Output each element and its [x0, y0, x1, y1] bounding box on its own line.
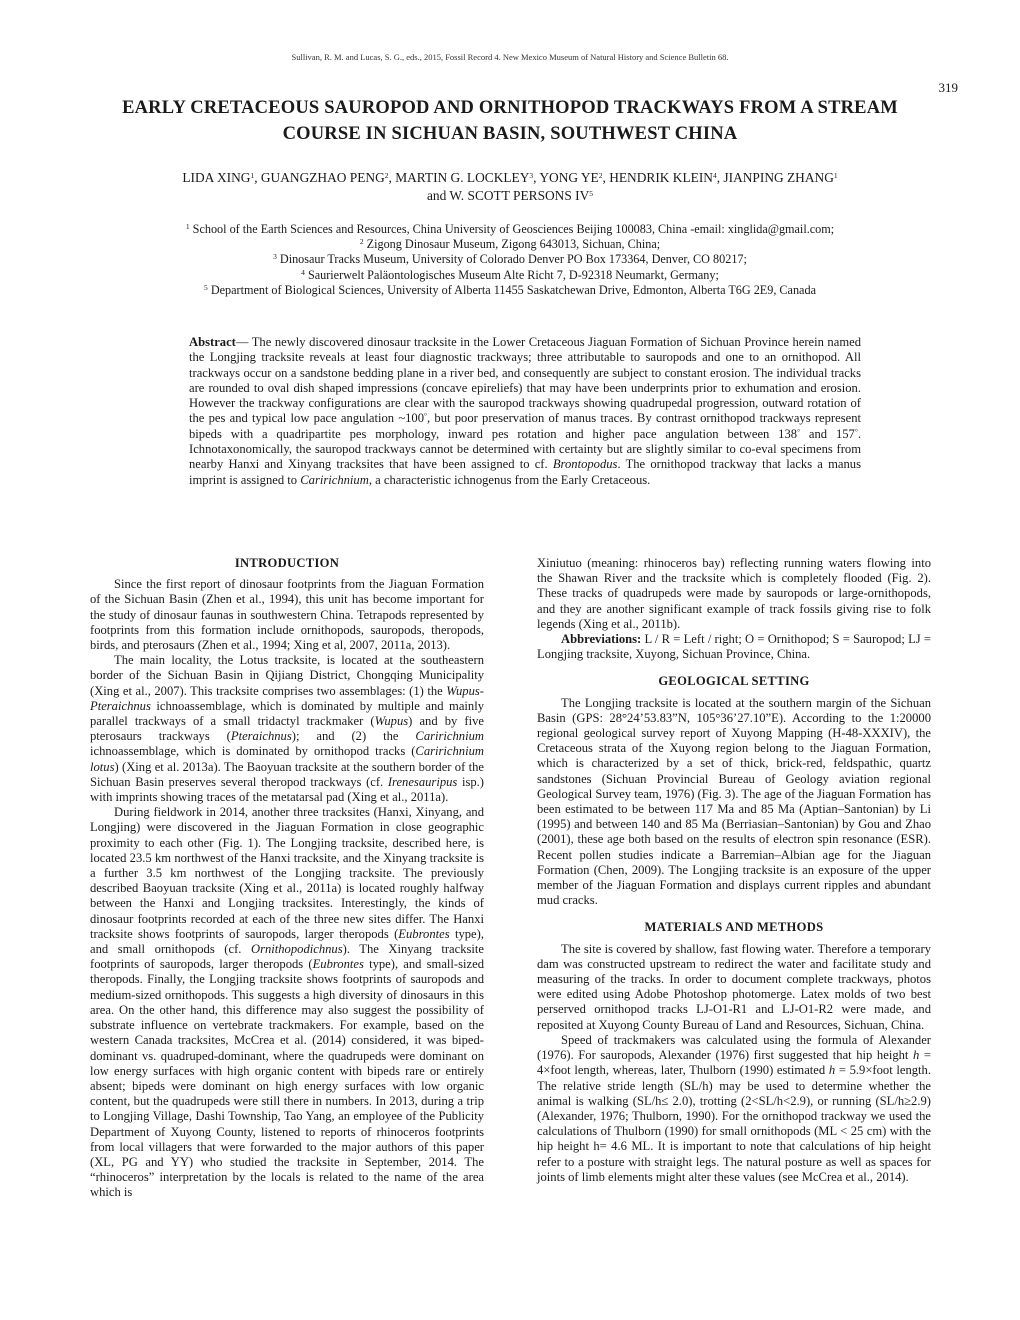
author-affil-sup: 1: [250, 171, 255, 180]
author-affil-sup: 2: [384, 171, 389, 180]
abstract-text: , but poor preservation of manus traces. By contrast ornithopod trackways represent bipeds with a quadripartite pes morphology, inward pes rotation and higher pace angulation between 138: [189, 411, 861, 441]
affiliation-4: [80, 268, 940, 283]
author-line-2: [90, 187, 930, 205]
text-run: ichnoassemblage, which is dominated by multiple and mainly parallel trackways of a small tridactyl trackmaker (: [90, 698, 484, 729]
text-run: The main locality, the Lotus tracksite, is located at the southeastern border of the Sichuan Basin in Qijiang District, Chongqing Municipality (Xing et al., 2007). This tracksite comprises two assemblages: (1) the: [90, 653, 484, 698]
abstract: [189, 335, 861, 488]
text-run: ). The Xinyang tracksite footprints of sauropods, larger theropods (: [90, 942, 484, 972]
intro-continuation: Xiniutuo (meaning: rhinoceros bay) reflecting running waters flowing into the Shawan River and the tracksite which is completely flooded (Fig. 2). These tracks of quadrupeds were made by sauropods or large-ornithopods, and they are another significant example of track fossils giving rise to folk legends (Xing et al., 2011b).: [537, 556, 931, 631]
text-run: = 5.9×foot length. The relative stride length (SL/h) may be used to determine whether the animal is walking (SL/h≤ 2.0), trotting (2<SL/h<2.9), or running (SL/h≥2.9) (Alexander, 1976; Thulborn, 1990). For the ornithopod trackway we used the calculations of Thulborn (1990) for small ornithopods (ML < 25 cm) with the hip height h= 4.6 ML. It is important to note that calculations of hip height refer to a posture with straight legs. The natural posture as well as spaces for joints of limb elements might alter these values (see McCrea et al., 2014).: [537, 1063, 932, 1184]
text-run: ichnoassemblage, which is dominated by ornithopod tracks (: [90, 744, 416, 759]
author-name: , JIANPING ZHANG: [716, 170, 834, 185]
taxon-name: Pteraichnus: [230, 729, 292, 744]
taxon-name: Wupus: [374, 714, 409, 729]
author-affil-sup: 4: [712, 171, 717, 180]
author-affil-sup: 5: [589, 189, 594, 198]
taxon-name: Caririchnium lotus: [90, 744, 484, 774]
affiliation-sup: 1: [185, 222, 190, 231]
abstract-text: and 157: [800, 426, 855, 441]
affiliation-text: Department of Biological Sciences, University of Alberta 11455 Saskatchewan Drive, Edmonton, Alberta T6G 2E9, Canada: [210, 282, 816, 297]
abstract-text: . The ornithopod trackway that lacks a manus imprint is assigned to: [189, 457, 861, 487]
affiliation-text: Saurierwelt Paläontologisches Museum Alte Richt 7, D-92318 Neumarkt, Germany;: [307, 267, 719, 282]
right-column: [537, 556, 931, 1185]
mm-paragraph-2: [537, 1033, 931, 1185]
text-run: type), and small ornithopods (cf.: [90, 926, 484, 957]
affiliation-5: [80, 283, 940, 298]
section-gap: [537, 908, 931, 920]
text-run: ) (Xing et al. 2013a). The Baoyuan tracksite at the southern border of the Sichuan Basin preserves several theropod trackways (cf.: [90, 759, 484, 789]
page-number: 319: [938, 80, 958, 95]
affiliation-1: [80, 222, 940, 237]
affiliations: [80, 222, 940, 298]
affiliation-sup: 4: [301, 267, 305, 277]
taxon-name: Caririchnium: [300, 472, 369, 487]
geo-paragraph: The Longjing tracksite is located at the southern margin of the Sichuan Basin (GPS: 28°24’53.83”N, 105°36’27.10”E). According to the 1:20000 regional geological survey report of Xuyong Mapping (H-48-XXXIV), the Cretaceous strata of the Xuyong region belong to the Jiaguan Formation, which is characterized by a set of thick, brick-red, feldspathic, quartz sandstones (Sichuan Provincial Bureau of Geology aviation regional Geological Survey team, 1976) (Fig. 3). The age of the Jiaguan Formation has been estimated to be between 117 Ma and 85 Ma (Aptian–Santonian) by Li (1995) and between 140 and 85 Ma (Berriasian–Santonian) by Gou and Zhao (2001), these age both based on the results of electron spin resonance (ESR). Recent pollen studies indicate a Barremian–Albian age for the Jiaguan Formation (Chen, 2009). The Longjing tracksite is an exposure of the upper member of the Jiaguan Formation and displays current ripples and abundant mud cracks.: [537, 695, 931, 908]
affiliation-sup: 2: [359, 237, 364, 247]
affiliation-2: [80, 237, 940, 252]
text-run: ) and by five pterosaurs trackways (: [90, 714, 484, 744]
abstract-text: . Ichnotaxonomically, the sauropod trackways cannot be determined with certainty but are slightly similar to co-eval specimens from nearby Hanxi and Xinyang tracksites that have been assigned to cf.: [189, 426, 861, 472]
taxon-name: Caririchnium: [415, 729, 484, 744]
materials-methods-heading: MATERIALS AND METHODS: [644, 920, 824, 935]
affiliation-sup: 3: [273, 252, 277, 262]
variable: h: [913, 1048, 920, 1063]
intro-paragraph-3: [90, 805, 484, 1200]
abstract-text: , a characteristic ichnogenus from the Early Cretaceous.: [368, 472, 651, 487]
mm-paragraph-1: The site is covered by shallow, fast flowing water. Therefore a temporary dam was constructed upstream to redirect the water and facilitate study and measuring of the tracks. In order to document complete trackways, photos were edited using Adobe Photoshop photomerge. Latex molds of two best perserved ornithopod tracks LJ-O1-R1 and LJ-O1-R2 were made, and reposited at Xuyong County Bureau of Land and Resources, Sichuan, China.: [537, 941, 931, 1032]
affiliation-sup: 5: [204, 282, 208, 292]
author-name: LIDA XING: [182, 170, 251, 185]
left-column: [90, 556, 484, 1201]
text-run: During fieldwork in 2014, another three tracksites (Hanxi, Xinyang, and Longjing) were discovered in the Jiaguan Formation in close geographic proximity to each other (Fig. 1). The Longjing tracksite, described here, is located 23.5 km northwest of the Hanxi tracksite, and the Xinyang tracksite is a further 3.5 km northwest of the Longjing tracksite. The previously described Baoyuan tracksite (Xing et al., 2011a) is located roughly halfway between the Hanxi and Longjing tracksites. Interestingly, the kinds of dinosaur footprints recorded at each of the three new sites differ. The Hanxi tracksite shows footprints of sauropods, larger theropods (: [90, 805, 484, 941]
abbreviations-text: L / R = Left / right; O = Ornithopod; S = Sauropod; LJ = Longjing tracksite, Xuyong, Sichuan Province, China.: [537, 632, 931, 662]
intro-paragraph-1: Since the first report of dinosaur footprints from the Jiaguan Formation of the Sichuan Basin (Zhen et al., 1994), this unit has become important for the study of dinosaur faunas in southwestern China. Tetrapods represented by footprints from this formation include ornithopods, sauropods, theropods, birds, and pterosaurs (Zhen et al., 1994; Xing et al, 2007, 2011a, 2013).: [90, 577, 484, 653]
taxon-name: Eubrontes: [312, 957, 364, 972]
affiliation-text: Dinosaur Tracks Museum, University of Colorado Denver PO Box 173364, Denver, CO 80217;: [279, 252, 747, 267]
author-name: and W. SCOTT PERSONS IV: [426, 188, 590, 203]
degree-sign: °: [854, 426, 858, 436]
abstract-text: — The newly discovered dinosaur tracksite in the Lower Cretaceous Jiaguan Formation of Sichuan Province herein named the Longjing tracksite reveals at least four diagnostic trackways; three attributable to sauropods and one to an ornithopod. All trackways occur on a sandstone bedding plane in a river bed, and consequently are subject to constant erosion. The individual tracks are rounded to oval dish shaped impressions (concave epireliefs) that may have been underprints prior to exhumation and erosion. However the trackway configurations are clear with the sauropod trackways showing quadrupedal progression, outward rotation of the pes and typical low pace angulation ~100: [189, 335, 861, 426]
degree-sign: °: [797, 426, 801, 436]
variable: h: [828, 1063, 836, 1078]
author-affil-sup: 3: [529, 171, 534, 180]
title-line-1: EARLY CRETACEOUS SAUROPOD AND ORNITHOPOD TRACKWAYS FROM A STREAM: [122, 98, 898, 118]
taxon-name: Wupus-Pteraichnus: [90, 683, 484, 713]
taxon-name: Eubrontes: [398, 926, 450, 941]
running-header: Sullivan, R. M. and Lucas, S. G., eds., 2015, Fossil Record 4. New Mexico Museum of Natural History and Science Bulletin 68.: [291, 52, 729, 62]
abbreviations: [537, 632, 931, 662]
text-run: type), and small-sized theropods. Finally, the Longjing tracksite shows footprints of sauropods and medium-sized ornithopods. This suggests a high diversity of dinosaurs in this area. On the other hand, this difference may also suggest the possibility of substrate influence on vertebrate trackmakers. For example, based on the western Canada tracksites, McCrea et al. (2014) considered, it was biped-dominant vs. quadruped-dominant, where the quadrupeds were dominant on low energy surfaces with high organic content with bipeds rare or entirely absent; bipeds were dominant on high energy surfaces with low organic content, but the quadrupeds were still there in numbers. In 2013, during a trip to Longjing Village, Dashi Township, Tao Yang, an employee of the Publicity Department of Xuyong County, listened to reports of rhinoceros footprints from local villagers that were forwarded to the major authors of this paper (XL, PG and YY) who studied the tracksite in September, 2014. The “rhinoceros” interpretation by the locals is related to the name of the area which is: [90, 957, 484, 1200]
paper-title: [90, 95, 930, 147]
author-line-1: [90, 169, 930, 187]
text-run: Speed of trackmakers was calculated using the formula of Alexander (1976). For sauropods, Alexander (1976) first suggested that hip height: [537, 1032, 931, 1063]
taxon-name: Ornithopodichnus: [250, 942, 343, 957]
author-list: [90, 169, 930, 205]
text-run: ); and (2) the: [291, 729, 416, 744]
author-name: , YONG YE: [533, 170, 599, 185]
abbreviations-label: Abbreviations:: [561, 632, 642, 647]
title-line-2: COURSE IN SICHUAN BASIN, SOUTHWEST CHINA: [282, 124, 738, 144]
text-run: isp.) with imprints showing traces of the metatarsal pad (Xing et al., 2011a).: [90, 774, 484, 805]
geological-setting-heading: GEOLOGICAL SETTING: [658, 674, 810, 689]
affiliation-3: [80, 252, 940, 267]
intro-paragraph-2: [90, 653, 484, 805]
author-affil-sup: 1: [833, 171, 838, 180]
taxon-name: Irenesauripus: [387, 774, 458, 789]
introduction-heading: INTRODUCTION: [234, 556, 340, 570]
text-run: = 4×foot length, whereas, later, Thulborn (1990) estimated: [537, 1048, 931, 1078]
section-gap: [537, 662, 931, 674]
degree-sign: °: [424, 411, 428, 421]
author-affil-sup: 2: [598, 171, 603, 180]
abstract-label: Abstract: [189, 335, 236, 349]
affiliation-text: Zigong Dinosaur Museum, Zigong 643013, Sichuan, China;: [366, 237, 661, 252]
author-name: , GUANGZHAO PENG: [254, 170, 385, 185]
author-name: , HENDRIK KLEIN: [602, 170, 713, 185]
affiliation-text: School of the Earth Sciences and Resources, China University of Geosciences Beijing 100083, China -email: xinglida@gmail.com;: [192, 222, 835, 236]
author-name: , MARTIN G. LOCKLEY: [388, 170, 530, 185]
taxon-name: Brontopodus: [552, 457, 618, 472]
